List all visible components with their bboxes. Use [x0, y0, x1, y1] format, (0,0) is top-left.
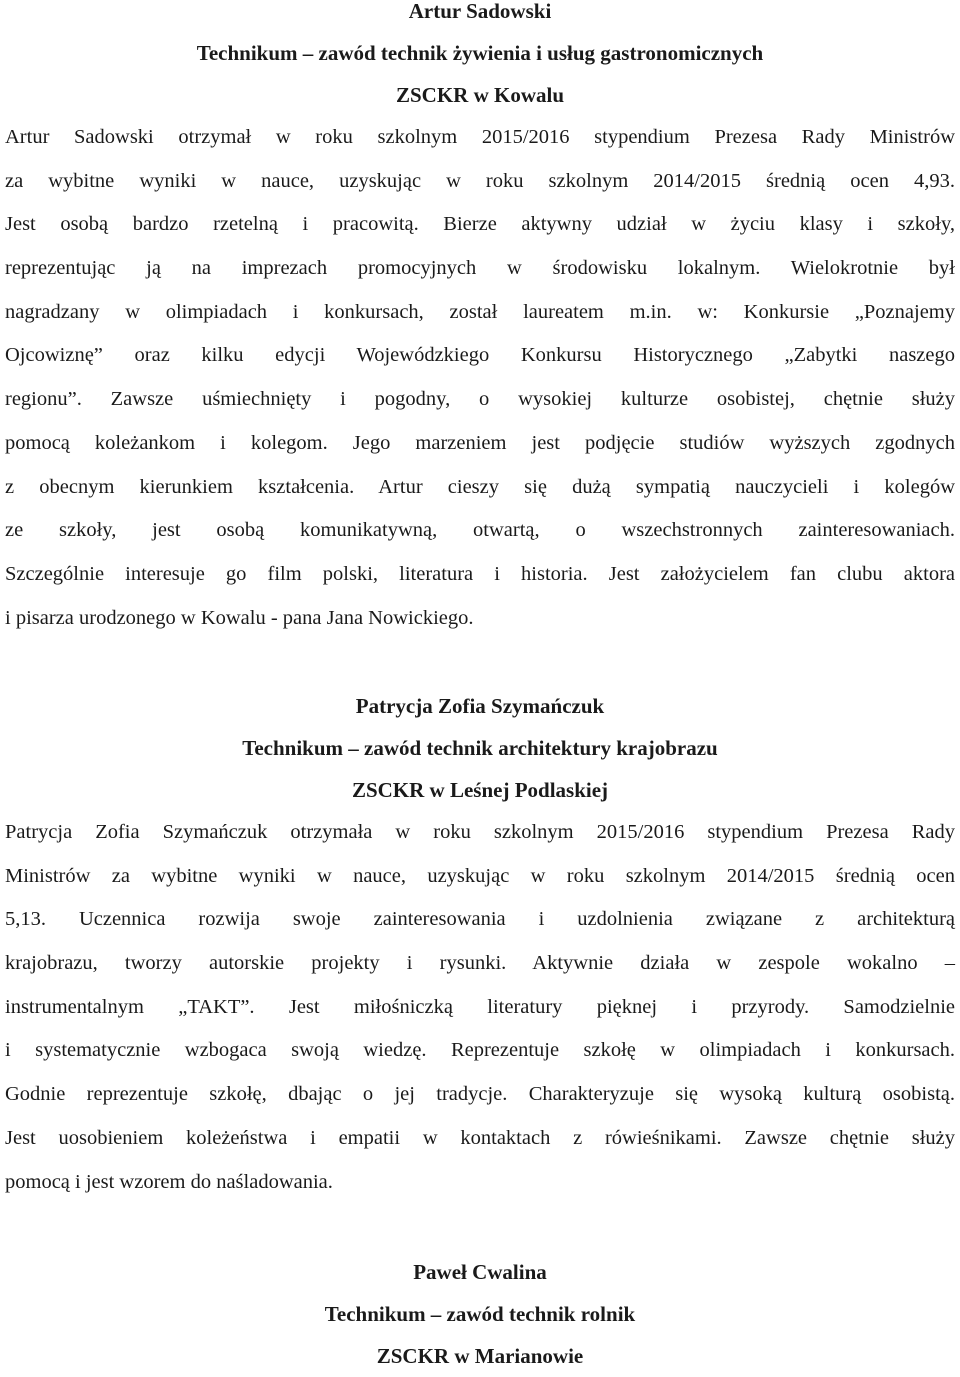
text-line: Patrycja Zofia Szymańczuk otrzymała w roku szkolnym 2015/2016 stypendium Prezesa Rady [5, 821, 955, 843]
student-description [5, 116, 955, 640]
student-section-3 [5, 1251, 955, 1377]
school-name: ZSCKR w Marianowie [376, 1344, 584, 1368]
student-name: Artur Sadowski [408, 0, 552, 23]
student-section-2 [5, 685, 955, 1204]
student-description [5, 811, 955, 1204]
text-line: instrumentalnym „TAKT”. Jest miłośniczką literatury pięknej i przyrody. Samodzielnie [5, 995, 955, 1018]
text-line: regionu”. Zawsze uśmiechnięty i pogodny, o wysokiej kulturze osobistej, chętnie służy [5, 388, 955, 411]
text-line: Ministrów za wybitne wyniki w nauce, uzyskując w roku szkolnym 2014/2015 średnią ocen [5, 864, 955, 887]
text-line: i pisarza urodzonego w Kowalu - pana Jana Nowickiego. [5, 606, 474, 629]
student-section-1 [5, 0, 955, 640]
school-name: ZSCKR w Leśnej Podlaskiej [351, 778, 609, 802]
school-type: Technikum – zawód technik architektury krajobrazu [242, 736, 718, 760]
text-line: Jest uosobieniem koleżeństwa i empatii w kontaktach z rówieśnikami. Zawsze chętnie służy [5, 1126, 955, 1149]
text-line: Jest osobą bardzo rzetelną i pracowitą. Bierze aktywny udział w życiu klasy i szkoły, [5, 213, 955, 236]
text-line: i systematycznie wzbogaca swoją wiedzę. Reprezentuje szkołę w olimpiadach i konkursach. [5, 1039, 955, 1062]
student-name: Patrycja Zofia Szymańczuk [355, 694, 605, 718]
text-line: pomocą i jest wzorem do naśladowania. [5, 1170, 333, 1193]
text-line: pomocą koleżankom i kolegom. Jego marzeniem jest podjęcie studiów wyższych zgodnych [5, 431, 955, 454]
school-type: Technikum – zawód technik rolnik [324, 1302, 636, 1326]
school-type: Technikum – zawód technik żywienia i usług gastronomicznych [196, 41, 764, 65]
text-line: 5,13. Uczennica rozwija swoje zainteresowania i uzdolnienia związane z architekturą [5, 908, 955, 931]
text-line: ze szkoły, jest osobą komunikatywną, otwartą, o wszechstronnych zainteresowaniach. [5, 519, 955, 542]
text-line: reprezentując ją na imprezach promocyjnych w środowisku lokalnym. Wielokrotnie był [5, 257, 955, 280]
student-name: Paweł Cwalina [413, 1260, 547, 1284]
text-line: krajobrazu, tworzy autorskie projekty i rysunki. Aktywnie działa w zespole wokalno – [5, 952, 955, 975]
text-line: nagradzany w olimpiadach i konkursach, został laureatem m.in. w: Konkursie „Poznajemy [5, 300, 955, 323]
text-line: Ojcowiznę” oraz kilku edycji Wojewódzkiego Konkursu Historycznego „Zabytki naszego [5, 344, 955, 367]
text-line: za wybitne wyniki w nauce, uzyskując w roku szkolnym 2014/2015 średnią ocen 4,93. [5, 169, 955, 192]
text-line: Godnie reprezentuje szkołę, dbając o jej tradycje. Charakteryzuje się wysoką kulturą osobistą. [5, 1083, 955, 1106]
school-name: ZSCKR w Kowalu [395, 83, 565, 107]
text-line: z obecnym kierunkiem kształcenia. Artur cieszy się dużą sympatią nauczycieli i kolegów [5, 475, 955, 498]
text-line: Szczególnie interesuje go film polski, literatura i historia. Jest założycielem fan clubu aktora [5, 562, 955, 585]
text-line: Artur Sadowski otrzymał w roku szkolnym 2015/2016 stypendium Prezesa Rady Ministrów [5, 126, 955, 148]
